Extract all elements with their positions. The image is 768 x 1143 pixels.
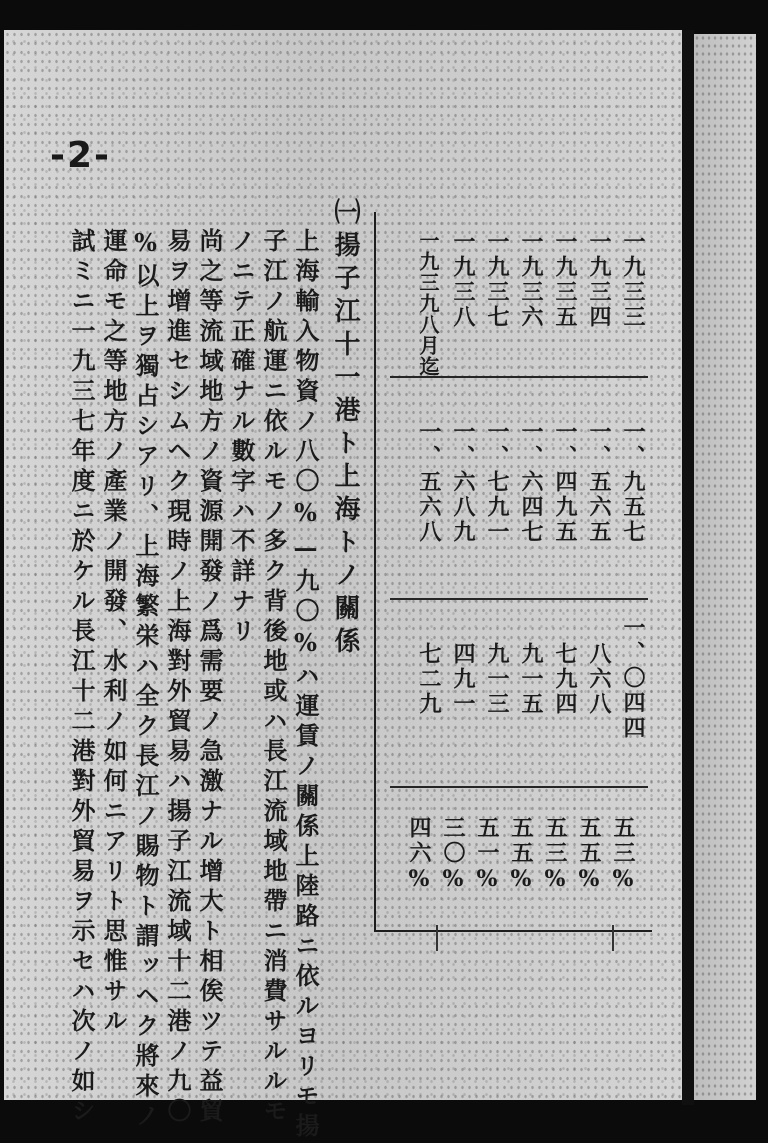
value-b-cell: 七九四 [552, 642, 578, 717]
section-heading: ㈠揚子江十一港ト上海トノ關係 [330, 198, 360, 660]
page-number: -2- [50, 135, 111, 176]
value-a-cell: 一、五六五 [586, 420, 612, 545]
percent-cell: 五三% [542, 816, 568, 895]
body-column-3: ノニテ正確ナル數字ハ不詳ナリ [227, 228, 256, 648]
table-rule-2 [390, 598, 648, 600]
table-rule-3 [390, 786, 648, 788]
adjacent-page-edge [694, 34, 756, 1100]
year-cell: 一九三三 [620, 230, 646, 330]
percent-cell: 五一% [474, 816, 500, 895]
value-a-cell: 一、六四七 [518, 420, 544, 545]
body-column-6: %以上ヲ獨占シアリ、上海繁栄ハ全ク長江ノ賜物ト謂ッヘク將來ノ [131, 228, 160, 1133]
value-a-cell: 一、四九五 [552, 420, 578, 545]
year-cell: 一九三五 [552, 230, 578, 330]
year-cell: 一九三四 [586, 230, 612, 330]
value-b-cell: 七二九 [416, 642, 442, 717]
value-a-cell: 一、九五七 [620, 420, 646, 545]
body-column-2: 子江ノ航運ニ依ルモノ多ク背後地或ハ長江流域地帶ニ消費サルルモ [259, 228, 288, 1128]
year-cell: 一九三七 [484, 230, 510, 330]
value-a-cell: 一、六八九 [450, 420, 476, 545]
year-cell: 一九三九八月迄 [416, 230, 440, 377]
body-column-4: 尚之等流域地方ノ資源開發ノ爲需要ノ急激ナル增大ト相俟ツテ益貿 [195, 228, 224, 1128]
percent-cell: 三〇% [440, 816, 466, 895]
percent-cell: 五五% [576, 816, 602, 895]
value-a-cell: 一、七九一 [484, 420, 510, 545]
value-b-cell: 八六八 [586, 642, 612, 717]
percent-cell: 四六% [406, 816, 432, 895]
year-cell: 一九三六 [518, 230, 544, 330]
percent-cell: 五三% [610, 816, 636, 895]
table-tick [612, 925, 614, 951]
table-tick [436, 925, 438, 951]
body-column-7: 運命モ之等地方ノ產業ノ開發、水利ノ如何ニアリト思惟サル [99, 228, 128, 1038]
body-column-5: 易ヲ增進セシムヘク現時ノ上海對外貿易ハ揚子江流域十二港ノ九〇 [163, 228, 192, 1128]
body-column-8: 試ミニ一九三七年度ニ於ケル長江十二港對外貿易ヲ示セハ次ノ如シ [67, 228, 96, 1128]
value-b-cell: 四九一 [450, 642, 476, 717]
value-b-cell: 九一三 [484, 642, 510, 717]
value-a-cell: 一、五六八 [416, 420, 442, 545]
body-column-1: 上海輸入物資ノ八〇%—九〇%ハ運賃ノ關係上陸路ニ依ルヨリモ揚 [291, 228, 320, 1143]
book-gutter [682, 30, 694, 1105]
percent-cell: 五五% [508, 816, 534, 895]
year-cell: 一九三八 [450, 230, 476, 330]
value-b-cell: 一、〇四四 [620, 616, 646, 741]
value-b-cell: 九一五 [518, 642, 544, 717]
